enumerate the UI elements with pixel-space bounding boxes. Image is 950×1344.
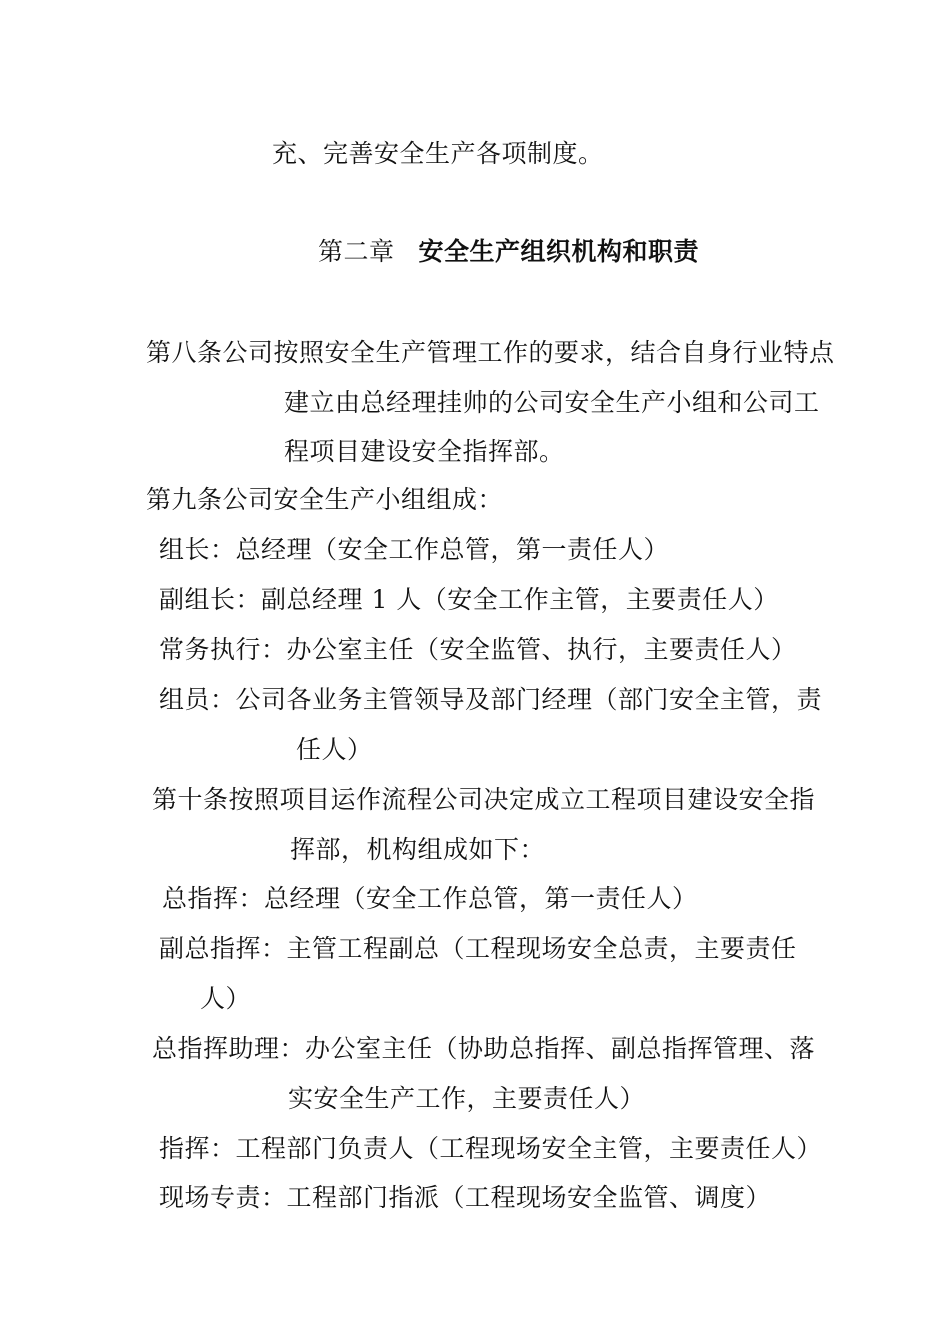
article10-commander: 总指挥：总经理（安全工作总管，第一责任人）	[162, 884, 698, 913]
article10-line1: 第十条按照项目运作流程公司决定成立工程项目建设安全指	[152, 785, 816, 814]
article10-line2: 挥部，机构组成如下：	[290, 835, 546, 864]
article9-leader: 组长：总经理（安全工作总管，第一责任人）	[159, 535, 670, 564]
article9-members-line1: 组员：公司各业务主管领导及部门经理（部门安全主管，责	[159, 685, 823, 714]
article8-line3: 程项目建设安全指挥部。	[284, 437, 565, 466]
article8-line1: 第八条公司按照安全生产管理工作的要求，结合自身行业特点	[146, 338, 835, 367]
article10-deputy-commander-line2: 人）	[200, 984, 252, 1013]
chapter-title: 安全生产组织机构和职责	[418, 237, 700, 266]
article10-assistant-line1: 总指挥助理：办公室主任（协助总指挥、副总指挥管理、落	[152, 1034, 816, 1063]
article9-executive: 常务执行：办公室主任（安全监管、执行，主要责任人）	[159, 635, 797, 664]
article10-assistant-line2: 实安全生产工作，主要责任人）	[288, 1084, 646, 1113]
chapter-heading	[318, 237, 699, 267]
article10-deputy-commander-line1: 副总指挥：主管工程副总（工程现场安全总责，主要责任	[159, 934, 797, 963]
article9-heading: 第九条公司安全生产小组组成：	[146, 485, 504, 514]
article10-director: 指挥：工程部门负责人（工程现场安全主管，主要责任人）	[159, 1134, 823, 1163]
article10-site-specialist: 现场专责：工程部门指派（工程现场安全监管、调度）	[159, 1183, 772, 1212]
intro-line: 充、完善安全生产各项制度。	[272, 139, 604, 168]
article9-members-line2: 任人）	[296, 735, 373, 764]
article9-deputy-leader: 副组长：副总经理 1 人（安全工作主管，主要责任人）	[159, 585, 779, 614]
chapter-number: 第二章	[318, 237, 395, 266]
article8-line2: 建立由总经理挂帅的公司安全生产小组和公司工	[284, 388, 820, 417]
